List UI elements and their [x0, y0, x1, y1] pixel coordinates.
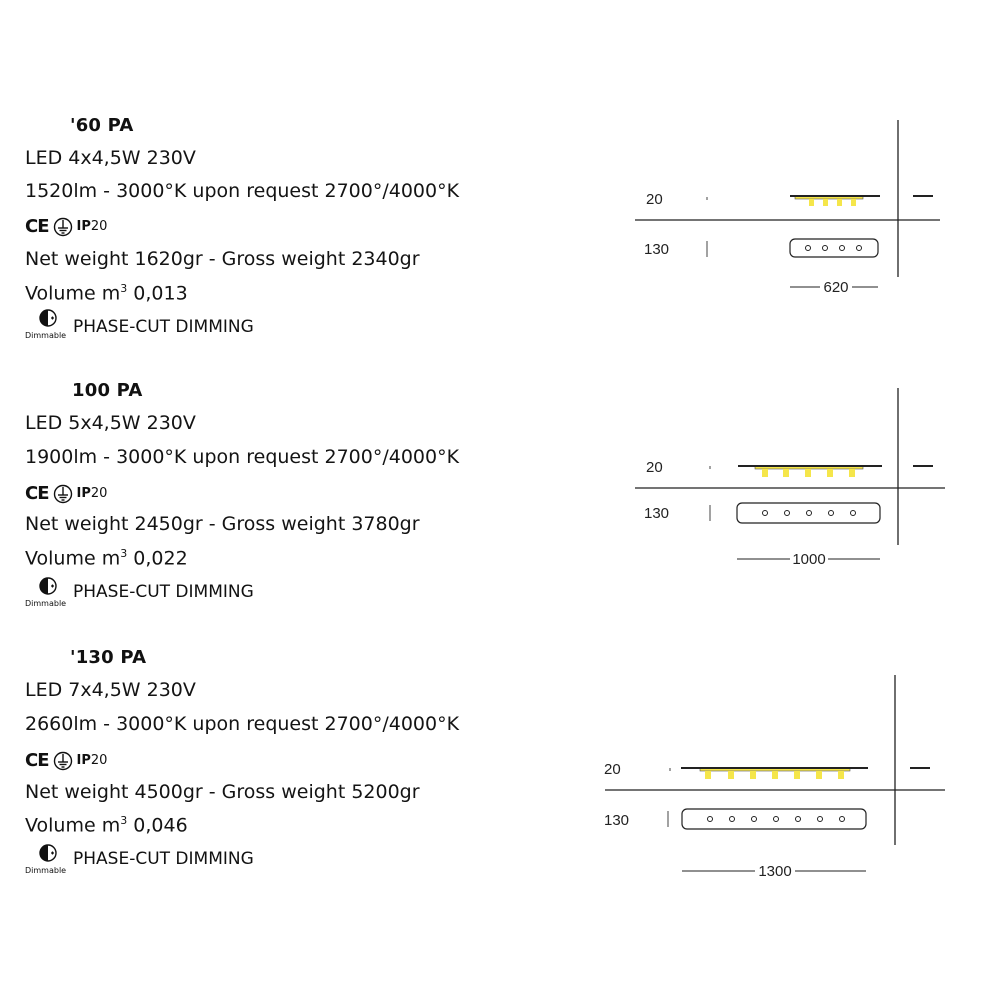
lumen-spec: 1520lm - 3000°K upon request 2700°/4000°K [25, 180, 460, 202]
height-label: 20 [604, 761, 621, 778]
ip-rating: IP20 [76, 486, 108, 501]
ip-rating: IP20 [76, 753, 108, 768]
weight-spec: Net weight 4500gr - Gross weight 5200gr [25, 781, 420, 803]
volume-spec: Volume $m^3$ 0,013 [25, 282, 188, 305]
side-view [790, 196, 880, 206]
top-view [682, 809, 866, 829]
depth-label: 130 [604, 812, 630, 829]
ce-mark: CE [25, 216, 49, 237]
volume-spec: Volume $m^3$ 0,046 [25, 814, 188, 837]
dimming-type: PHASE-CUT DIMMING [73, 317, 254, 337]
led-light [783, 469, 789, 477]
led-light [816, 771, 822, 779]
technical-drawing [630, 120, 950, 305]
volume-spec: Volume $m^3$ 0,022 [25, 547, 188, 570]
led-light [851, 199, 856, 206]
led-spec: LED 7x4,5W 230V [25, 679, 196, 701]
led-light [772, 771, 778, 779]
svg-text:Dimmable: Dimmable [25, 866, 67, 875]
ground-symbol-icon [53, 751, 73, 771]
ip-rating: IP20 [76, 219, 108, 234]
product-title: 100 PA [72, 380, 143, 401]
ce-mark: CE [25, 750, 49, 771]
technical-drawing [630, 388, 950, 573]
certifications [25, 750, 107, 771]
height-label: 20 [646, 191, 663, 208]
weight-spec: Net weight 2450gr - Gross weight 3780gr [25, 513, 420, 535]
led-light [805, 469, 811, 477]
led-light [750, 771, 756, 779]
dimmable-icon [25, 308, 71, 340]
certifications [25, 483, 107, 504]
top-view [790, 239, 878, 257]
certifications [25, 216, 107, 237]
length-label: 1300 [758, 863, 792, 880]
led-light [823, 199, 828, 206]
svg-text:Dimmable: Dimmable [25, 599, 67, 608]
ground-symbol-icon [53, 484, 73, 504]
led-light [809, 199, 814, 206]
weight-spec: Net weight 1620gr - Gross weight 2340gr [25, 248, 420, 270]
length-label: 1000 [792, 551, 826, 568]
product-block-1 [0, 115, 1000, 375]
led-light [849, 469, 855, 477]
technical-drawing [595, 675, 955, 885]
led-light [728, 771, 734, 779]
led-light [705, 771, 711, 779]
dimmable-icon [25, 843, 71, 875]
led-light [827, 469, 833, 477]
depth-label: 130 [644, 241, 670, 258]
height-label: 20 [646, 459, 663, 476]
led-light [838, 771, 844, 779]
product-title: '60 PA [70, 115, 134, 136]
product-block-2 [0, 380, 1000, 640]
product-block-3 [0, 647, 1000, 907]
led-light [837, 199, 842, 206]
led-light [762, 469, 768, 477]
length-label: 620 [823, 279, 849, 296]
led-spec: LED 4x4,5W 230V [25, 147, 196, 169]
depth-label: 130 [644, 505, 670, 522]
dimmable-icon [25, 576, 71, 608]
ce-mark: CE [25, 483, 49, 504]
side-view [681, 768, 868, 779]
top-view [737, 503, 880, 523]
led-spec: LED 5x4,5W 230V [25, 412, 196, 434]
side-view [738, 466, 882, 477]
lumen-spec: 1900lm - 3000°K upon request 2700°/4000°K [25, 446, 460, 468]
dimming-type: PHASE-CUT DIMMING [73, 582, 254, 602]
dimming-type: PHASE-CUT DIMMING [73, 849, 254, 869]
lumen-spec: 2660lm - 3000°K upon request 2700°/4000°K [25, 713, 460, 735]
svg-text:Dimmable: Dimmable [25, 331, 67, 340]
led-light [794, 771, 800, 779]
ground-symbol-icon [53, 217, 73, 237]
product-title: '130 PA [70, 647, 147, 668]
